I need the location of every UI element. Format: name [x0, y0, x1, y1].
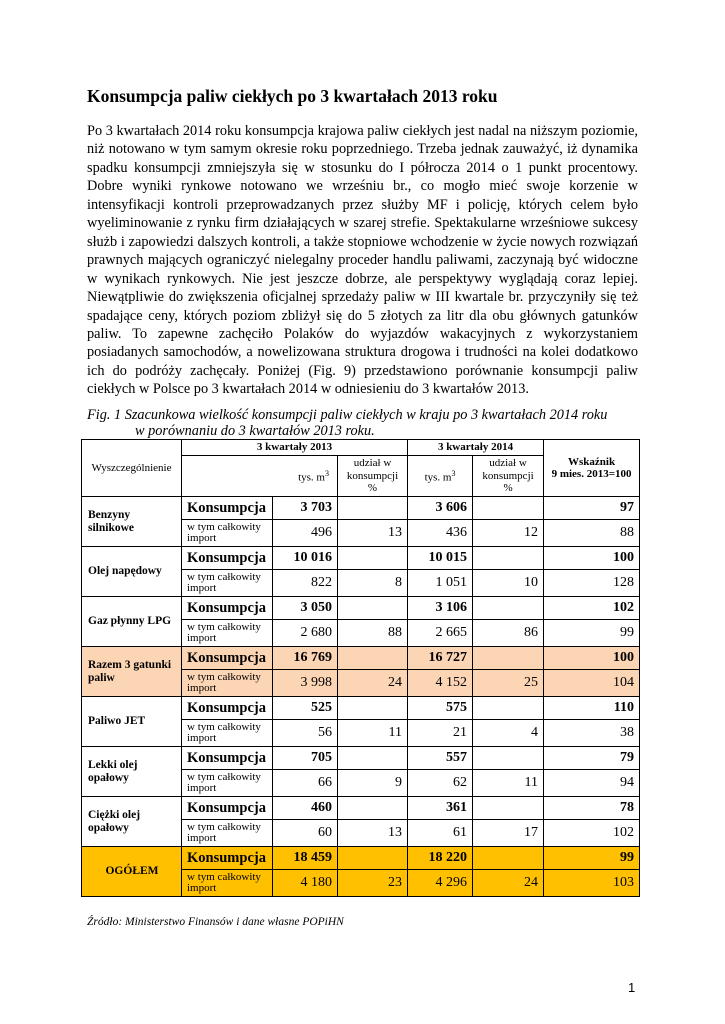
kons-index: 100 — [544, 547, 640, 570]
kons-index: 99 — [544, 847, 640, 870]
udzial-2013: 24 — [338, 670, 408, 697]
kons-index: 102 — [544, 597, 640, 620]
udzial-2014: 86 — [473, 620, 544, 647]
header-2013: 3 kwartały 2013 — [182, 440, 408, 456]
udzial-2013: 11 — [338, 720, 408, 747]
table-row — [82, 847, 640, 870]
imp-2014: 1 051 — [408, 570, 473, 597]
imp-2014: 21 — [408, 720, 473, 747]
import-label: w tym całkowity import — [182, 770, 273, 797]
table-row — [82, 547, 640, 570]
import-label: w tym całkowity import — [182, 820, 273, 847]
row-category: Benzyny silnikowe — [82, 497, 182, 547]
empty-cell — [338, 697, 408, 720]
row-category: Razem 3 gatunki paliw — [82, 647, 182, 697]
udzial-2013: 8 — [338, 570, 408, 597]
table-row — [82, 497, 640, 520]
udzial-2013: 13 — [338, 520, 408, 547]
empty-cell — [338, 647, 408, 670]
empty-cell — [338, 597, 408, 620]
kons-2013: 705 — [273, 747, 338, 770]
udzial-2014: 10 — [473, 570, 544, 597]
row-category: OGÓŁEM — [82, 847, 182, 897]
konsumpcja-label: Konsumpcja — [182, 647, 273, 670]
udzial-2014: 25 — [473, 670, 544, 697]
caption-line-2: w porównaniu do 3 kwartałów 2013 roku. — [135, 423, 375, 439]
imp-2013: 4 180 — [273, 870, 338, 897]
imp-2013: 56 — [273, 720, 338, 747]
header-index — [544, 440, 640, 497]
konsumpcja-label: Konsumpcja — [182, 797, 273, 820]
header-index-line-2: 9 mies. 2013=100 — [551, 468, 632, 480]
kons-index: 110 — [544, 697, 640, 720]
header-udzial-2014: udział w konsumpcji % — [473, 456, 544, 497]
kons-2013: 460 — [273, 797, 338, 820]
kons-index: 79 — [544, 747, 640, 770]
empty-cell — [338, 747, 408, 770]
header-2014: 3 kwartały 2014 — [408, 440, 544, 456]
import-label: w tym całkowity import — [182, 720, 273, 747]
kons-2014: 16 727 — [408, 647, 473, 670]
udzial-2014: 11 — [473, 770, 544, 797]
empty-cell — [473, 547, 544, 570]
kons-2014: 361 — [408, 797, 473, 820]
udzial-2014: 24 — [473, 870, 544, 897]
empty-cell — [473, 847, 544, 870]
table-row — [82, 597, 640, 620]
imp-2014: 61 — [408, 820, 473, 847]
consumption-table — [81, 439, 640, 897]
imp-index: 88 — [544, 520, 640, 547]
figure-caption — [87, 407, 642, 439]
header-udzial-2013: udział w konsumpcji % — [338, 456, 408, 497]
empty-cell — [473, 747, 544, 770]
row-category: Olej napędowy — [82, 547, 182, 597]
kons-2014: 575 — [408, 697, 473, 720]
konsumpcja-label: Konsumpcja — [182, 697, 273, 720]
import-label: w tym całkowity import — [182, 870, 273, 897]
imp-2013: 60 — [273, 820, 338, 847]
konsumpcja-label: Konsumpcja — [182, 547, 273, 570]
imp-index: 103 — [544, 870, 640, 897]
empty-cell — [338, 497, 408, 520]
row-category: Lekki olej opałowy — [82, 747, 182, 797]
kons-2013: 3 050 — [273, 597, 338, 620]
table-row — [82, 697, 640, 720]
empty-cell — [473, 697, 544, 720]
konsumpcja-label: Konsumpcja — [182, 597, 273, 620]
import-label: w tym całkowity import — [182, 620, 273, 647]
kons-2013: 10 016 — [273, 547, 338, 570]
konsumpcja-label: Konsumpcja — [182, 497, 273, 520]
imp-index: 94 — [544, 770, 640, 797]
source-note: Źródło: Ministerstwo Finansów i dane własne POPiHN — [87, 916, 344, 928]
kons-2014: 10 015 — [408, 547, 473, 570]
kons-2014: 3 106 — [408, 597, 473, 620]
table-row — [82, 647, 640, 670]
udzial-2014: 4 — [473, 720, 544, 747]
imp-2014: 436 — [408, 520, 473, 547]
kons-2014: 18 220 — [408, 847, 473, 870]
imp-2013: 2 680 — [273, 620, 338, 647]
imp-2013: 822 — [273, 570, 338, 597]
caption-line-1: Fig. 1 Szacunkowa wielkość konsumpcji paliw ciekłych w kraju po 3 kwartałach 2014 roku — [87, 407, 608, 423]
table-row — [82, 797, 640, 820]
kons-index: 97 — [544, 497, 640, 520]
udzial-2013: 88 — [338, 620, 408, 647]
empty-cell — [473, 797, 544, 820]
empty-cell — [338, 847, 408, 870]
header-tys-2013: tys. $m^3$ — [182, 456, 338, 497]
header-tys-2014: tys. $m^3$ — [408, 456, 473, 497]
konsumpcja-label: Konsumpcja — [182, 847, 273, 870]
imp-2013: 66 — [273, 770, 338, 797]
row-category: Ciężki olej opałowy — [82, 797, 182, 847]
imp-2014: 4 152 — [408, 670, 473, 697]
udzial-2014: 17 — [473, 820, 544, 847]
table-row — [82, 747, 640, 770]
udzial-2013: 13 — [338, 820, 408, 847]
imp-index: 104 — [544, 670, 640, 697]
empty-cell — [473, 497, 544, 520]
imp-index: 128 — [544, 570, 640, 597]
imp-2014: 62 — [408, 770, 473, 797]
header-spec: Wyszczególnienie — [82, 440, 182, 497]
imp-2014: 2 665 — [408, 620, 473, 647]
row-category: Paliwo JET — [82, 697, 182, 747]
udzial-2013: 9 — [338, 770, 408, 797]
imp-2013: 3 998 — [273, 670, 338, 697]
page-title: Konsumpcja paliw ciekłych po 3 kwartałach 2013 roku — [87, 86, 498, 106]
kons-2013: 16 769 — [273, 647, 338, 670]
import-label: w tym całkowity import — [182, 670, 273, 697]
empty-cell — [473, 597, 544, 620]
konsumpcja-label: Konsumpcja — [182, 747, 273, 770]
imp-index: 99 — [544, 620, 640, 647]
header-index-line-1: Wskaźnik — [567, 455, 616, 468]
imp-index: 38 — [544, 720, 640, 747]
page-number: 1 — [628, 980, 636, 995]
table-body — [82, 497, 640, 897]
kons-2014: 557 — [408, 747, 473, 770]
kons-index: 100 — [544, 647, 640, 670]
kons-2013: 18 459 — [273, 847, 338, 870]
import-label: w tym całkowity import — [182, 570, 273, 597]
imp-index: 102 — [544, 820, 640, 847]
udzial-2014: 12 — [473, 520, 544, 547]
row-category: Gaz płynny LPG — [82, 597, 182, 647]
body-paragraph: Po 3 kwartałach 2014 roku konsumpcja krajowa paliw ciekłych jest nadal na niższym poziomie, niż notowano w tym samym okresie roku poprzedniego. Trzeba jednak zauważyć, iż dynamika spadku konsumpcji zmniejszyła się w stosunku do I półrocza 2014 o 1 punkt procentowy. Dobre wyniki rynkowe notowano we wrześniu br., co mogło mieć swoje korzenie w intensyfikacji kontroli przeprowadzanych przez służby MF i policję, których celem było wyeliminowanie z rynku firm działających w szarej strefie. Spektakularne wrześniowe sukcesy służb i zapowiedzi dalszych kontroli, a także stopniowe wchodzenie w życie nowych rozwiązań prawnych mających ograniczyć nielegalny proceder handlu paliwami, zaczynają być widoczne w wynikach rynkowych. Nie jest jeszcze dobrze, ale perspektywy wyglądają coraz lepiej. Niewątpliwie do zwiększenia oficjalnej sprzedaży paliw w III kwartale br. przyczyniły się też spadające ceny, których poziom zbliżył się do 5 złotych za litr dla obu głównych gatunków paliw. To zapewne zachęciło Polaków do wyjazdów wakacyjnych z wykorzystaniem posiadanych samochodów, a nowelizowana struktura drogowa i trudności na kolei dodatkowo ich do podróży zachęcały. Poniżej (Fig. 9) przedstawiono porównanie konsumpcji paliw ciekłych w Polsce po 3 kwartałach 2014 w odniesieniu do 3 kwartałów 2013. — [87, 123, 638, 398]
udzial-2013: 23 — [338, 870, 408, 897]
imp-2014: 4 296 — [408, 870, 473, 897]
import-label: w tym całkowity import — [182, 520, 273, 547]
kons-2014: 3 606 — [408, 497, 473, 520]
empty-cell — [338, 797, 408, 820]
imp-2013: 496 — [273, 520, 338, 547]
kons-index: 78 — [544, 797, 640, 820]
header-row-1 — [82, 440, 640, 456]
kons-2013: 3 703 — [273, 497, 338, 520]
empty-cell — [473, 647, 544, 670]
empty-cell — [338, 547, 408, 570]
kons-2013: 525 — [273, 697, 338, 720]
